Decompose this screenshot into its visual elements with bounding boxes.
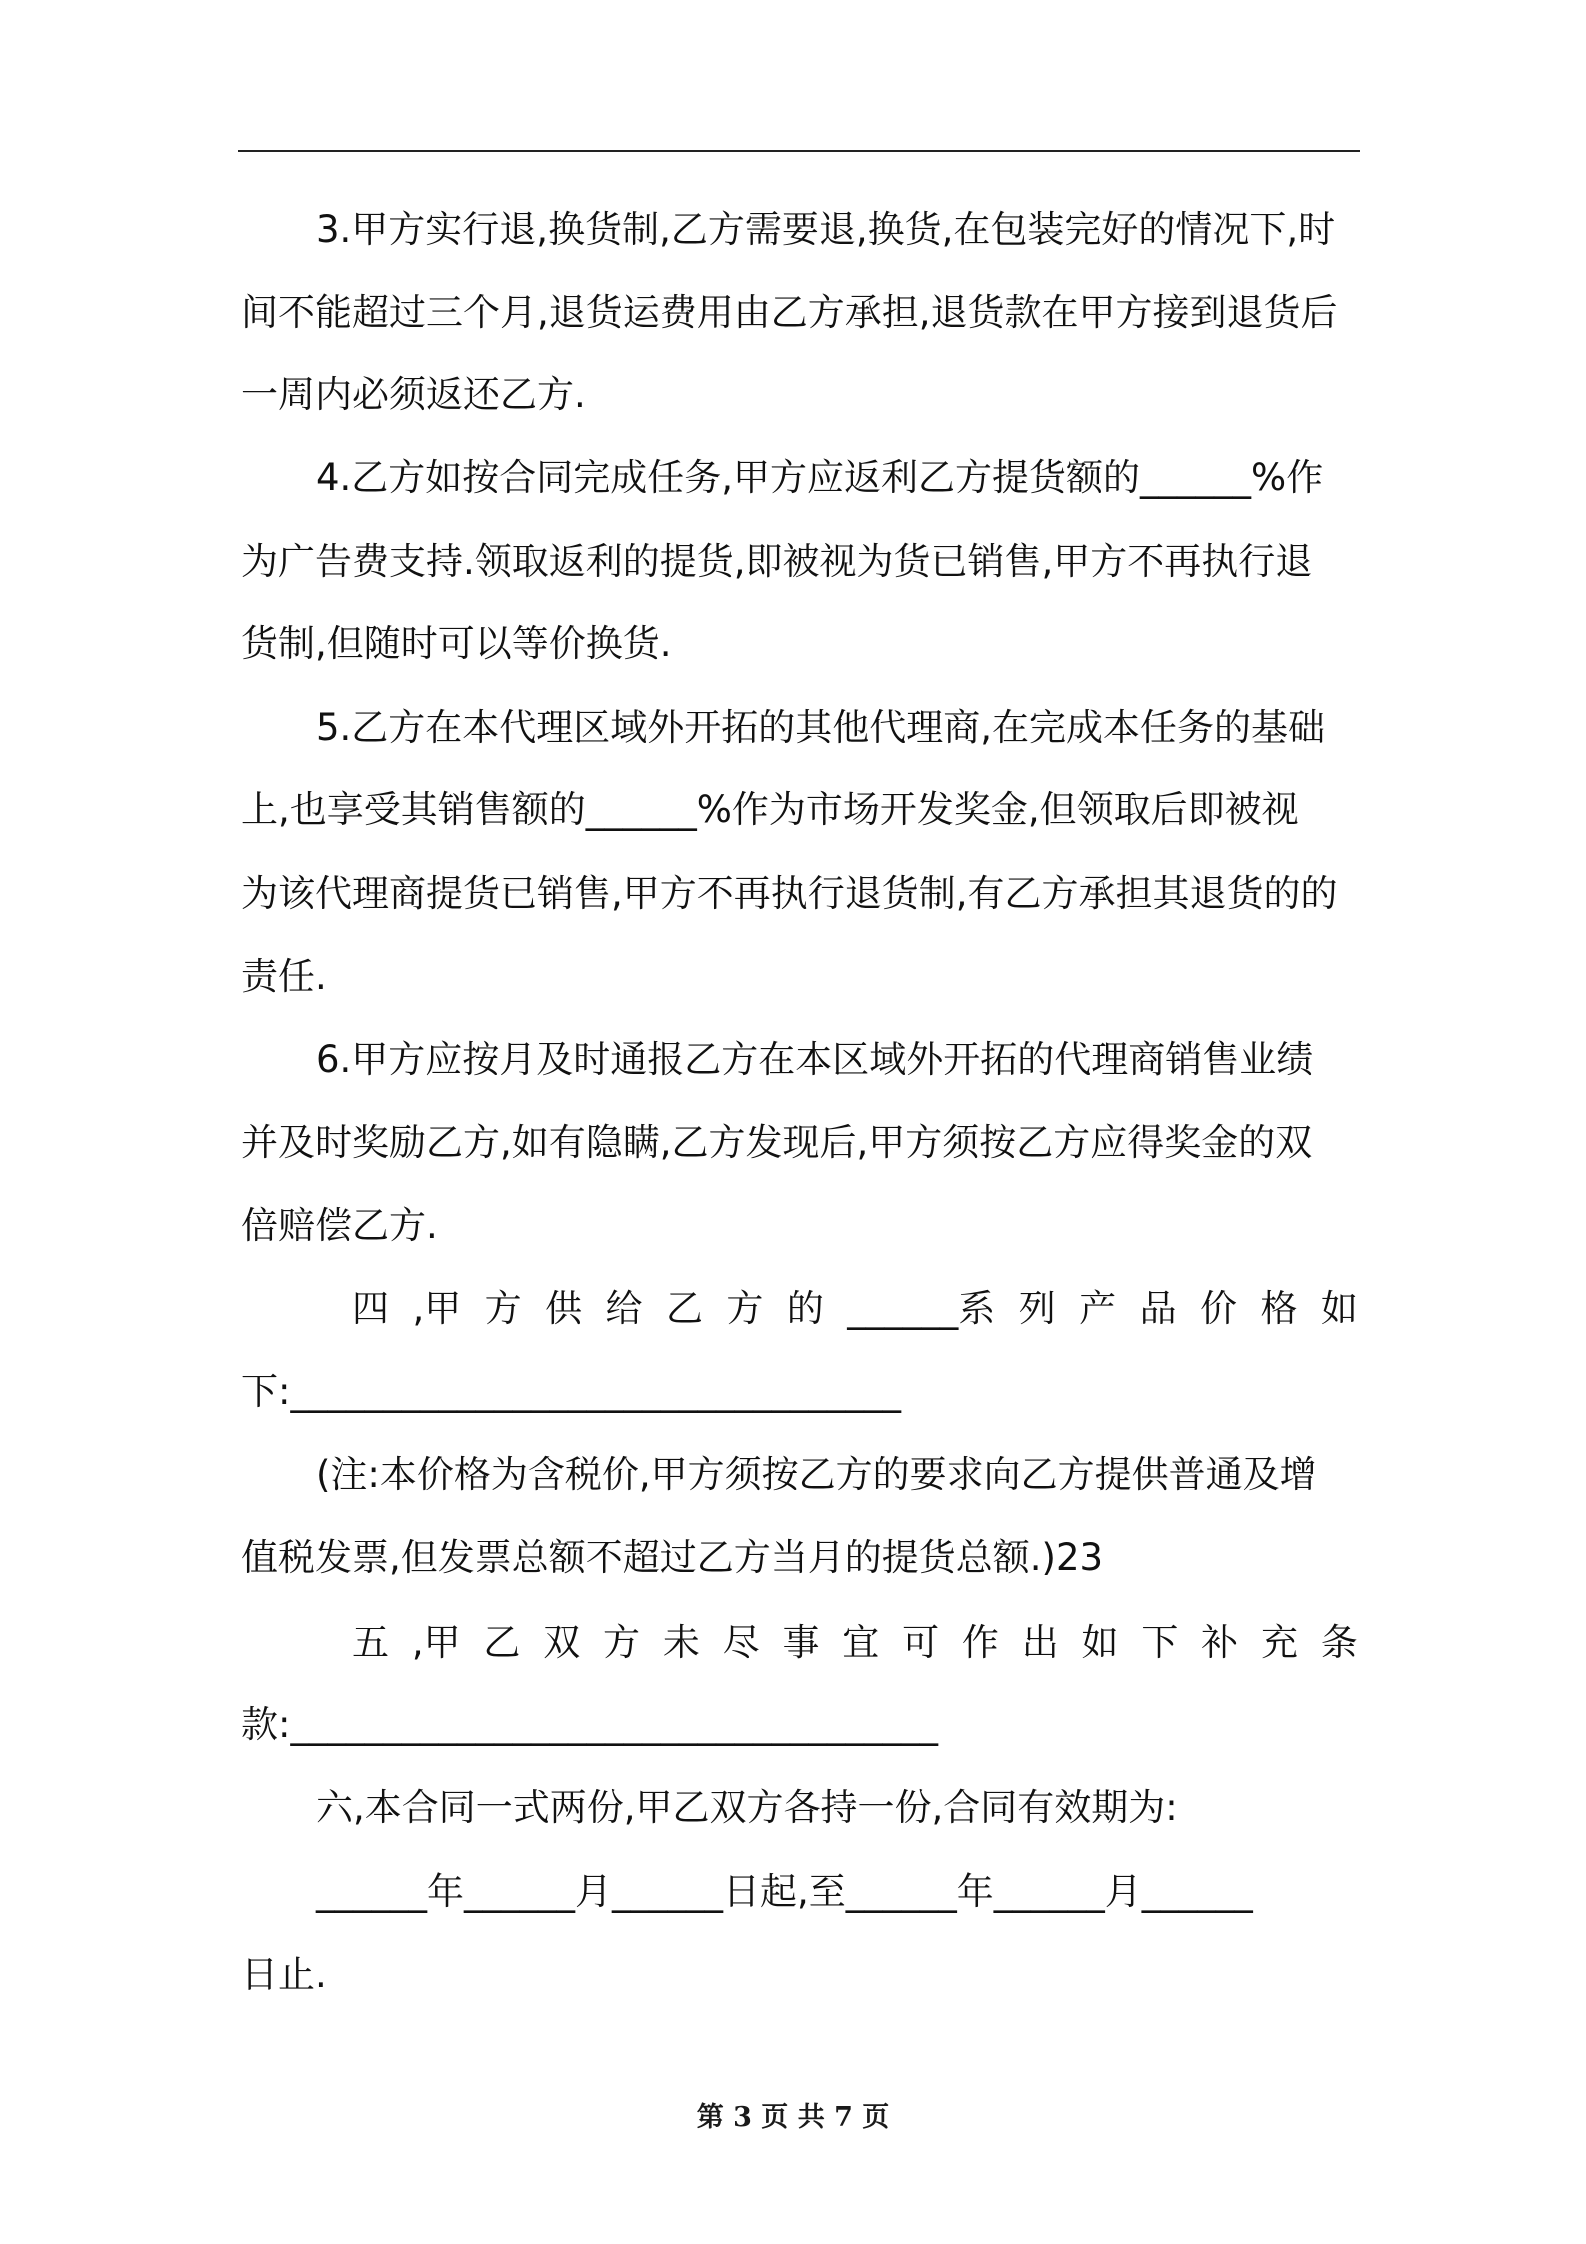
section-4-word: ,甲 — [412, 1287, 462, 1330]
section-5-word: 作 — [961, 1621, 999, 1664]
section-5-word: ,甲 — [411, 1621, 461, 1664]
paragraph-5-line-2: 上,也享受其销售额的______%作为市场开发奖金,但领取后即被视 — [241, 788, 1299, 831]
section-4-word: 四 — [352, 1287, 389, 1330]
section-5-word: 未 — [662, 1621, 700, 1664]
price-note-line-2: 值税发票,但发票总额不超过乙方当月的提货总额.)23 — [241, 1536, 1104, 1579]
section-4-word: 格 — [1260, 1287, 1298, 1330]
section-5-word: 下 — [1141, 1621, 1179, 1664]
section-5-word: 乙 — [483, 1621, 521, 1664]
section-6-line-1: 六,本合同一式两份,甲乙双方各持一份,合同有效期为: — [316, 1786, 1178, 1829]
section-5-word: 宜 — [842, 1621, 880, 1664]
section-4-word: 乙 — [665, 1287, 703, 1330]
section-5-word: 双 — [543, 1621, 581, 1664]
paragraph-5-line-1: 5.乙方在本代理区域外开拓的其他代理商,在完成本任务的基础 — [316, 706, 1326, 749]
section-4-heading — [352, 1284, 1358, 1334]
section-6-line-3: 日止. — [241, 1953, 327, 1996]
price-note-line-1: (注:本价格为含税价,甲方须按乙方的要求向乙方提供普通及增 — [316, 1453, 1317, 1496]
paragraph-6-line-2: 并及时奖励乙方,如有隐瞒,乙方发现后,甲方须按乙方应得奖金的双 — [241, 1121, 1313, 1164]
paragraph-4-line-1: 4.乙方如按合同完成任务,甲方应返利乙方提货额的______%作 — [316, 456, 1324, 499]
section-4-word: 方 — [484, 1287, 522, 1330]
paragraph-5-line-4: 责任. — [241, 955, 327, 998]
section-4-blank-line: 下:_________________________________ — [241, 1370, 901, 1413]
section-4-word: 如 — [1320, 1287, 1358, 1330]
paragraph-4-line-3: 货制,但随时可以等价换货. — [241, 622, 672, 665]
section-5-word: 方 — [603, 1621, 641, 1664]
paragraph-6-line-3: 倍赔偿乙方. — [241, 1204, 438, 1247]
section-6-date-line: ______年______月______日起,至______年______月______ — [316, 1870, 1253, 1913]
header-rule — [238, 150, 1360, 152]
section-5-word: 事 — [782, 1621, 820, 1664]
section-4-word: ______系 — [847, 1287, 996, 1330]
paragraph-5-line-3: 为该代理商提货已销售,甲方不再执行退货制,有乙方承担其退货的的 — [241, 872, 1338, 915]
section-4-word: 产 — [1079, 1287, 1117, 1330]
section-5-word: 条 — [1320, 1621, 1358, 1664]
paragraph-3-line-3: 一周内必须返还乙方. — [241, 373, 586, 416]
section-5-word: 补 — [1201, 1621, 1239, 1664]
section-5-word: 充 — [1260, 1621, 1298, 1664]
section-4-word: 方 — [726, 1287, 764, 1330]
section-5-word: 出 — [1021, 1621, 1059, 1664]
section-5-word: 尽 — [722, 1621, 760, 1664]
paragraph-6-line-1: 6.甲方应按月及时通报乙方在本区域外开拓的代理商销售业绩 — [316, 1038, 1314, 1081]
section-5-word: 可 — [902, 1621, 940, 1664]
section-4-word: 价 — [1200, 1287, 1238, 1330]
paragraph-4-line-2: 为广告费支持.领取返利的提货,即被视为货已销售,甲方不再执行退 — [241, 540, 1313, 583]
section-4-word: 品 — [1139, 1287, 1177, 1330]
section-4-word: 的 — [786, 1287, 824, 1330]
section-5-word: 如 — [1081, 1621, 1119, 1664]
section-4-word: 给 — [605, 1287, 643, 1330]
section-5-word: 五 — [352, 1621, 389, 1664]
page-number: 第 3 页 共 7 页 — [696, 2102, 890, 2133]
section-4-word: 供 — [545, 1287, 583, 1330]
section-5-blank-line: 款:___________________________________ — [241, 1703, 938, 1746]
section-4-word: 列 — [1018, 1287, 1056, 1330]
paragraph-3-line-2: 间不能超过三个月,退货运费用由乙方承担,退货款在甲方接到退货后 — [241, 291, 1338, 334]
paragraph-3-line-1: 3.甲方实行退,换货制,乙方需要退,换货,在包装完好的情况下,时 — [316, 208, 1336, 251]
section-5-heading — [352, 1618, 1358, 1668]
